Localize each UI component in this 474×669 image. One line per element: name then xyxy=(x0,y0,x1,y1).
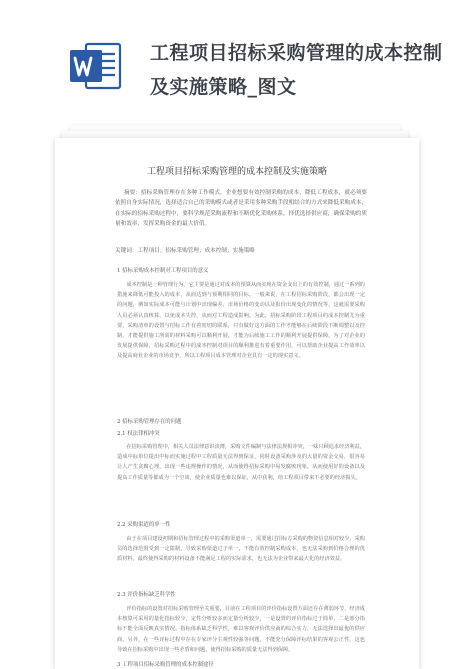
section-paragraph: 在招标采购管理中，相关人员法律意识淡薄，采购文件编制与法律法规相冲突，一味只顾追求经济利益，造成中标单位提出中标而实施过程中工程质量无法得到保证，同时设备采购涉及的大量的资金交易，很容易让人产生贪腐心理，出现一些违规操作的情况，从而使得招标采购中易发腐败现象，从而使用好的设备以及提高工作质量等都成为一个空谈，使企业质量也难以保证，从中获利，给工程项目带来不必要的经济损失。 xyxy=(117,444,365,481)
document-page xyxy=(55,138,419,669)
document-title: 工程项目招标采购管理的成本控制及实施策略 xyxy=(146,167,327,177)
section-heading: 2 招标采购管理存在的问题 xyxy=(117,419,182,425)
section-heading: 2.2 采购渠道的单一性 xyxy=(117,522,171,528)
abstract: 摘要：招标采购管理存在多种工作模式，企业想要有效控制采购的成本，降低工程成本，就必须要依照自身实际情况，选择适合自己的采购模式或者是采用多种采购手段相结合的方式来降低采购成本，在实际的招标采购过程中，要科学规范采购流程和不断优化采购体系，择优选择供应商，确保采购的质量和效率，发挥采购资金的最大价值。 xyxy=(115,190,367,228)
section-paragraph: 评价指标的设置对招标采购管理至关重要，目前在工程项目的评价指标设置方面还存在薄弱环节，经济成本核算可采用的量化指标较少，定性分析较多而定量分析较少，一是设置的评价指标过于简单，二是部分指标不能全面反映真实情况。指标体系缺乏科学性，难以客观评价供应商的综合实力，无法选择出最优的供应商，另外，在一些评标过程中存在专家评分主观性较强等问题，不能充分保障评标结果的客观公正性，这也导致在招标采购中出现一些矛盾和问题，使得招标采购的质量无法得到保障。 xyxy=(117,606,365,653)
page-title: 工程项目招标采购管理的成本控制及实施策略_图文 xyxy=(150,42,443,98)
section-heading: 2.3 评价指标缺乏科学性 xyxy=(117,592,176,598)
section-paragraph: 由于在项目建设初期和招标管理过程中的采购渠道单一，需要通过招标方采购的物资信息相对较少，采购员的选择范围受到一定限制，导致采购渠道过于单一，不能有效控制采购成本，也无法采购到价格合理的优质材料，最终使得采购的材料设备不能满足工程的实际需求，也无法为企业带来最大化的经济效益。 xyxy=(117,536,365,563)
header-banner xyxy=(0,0,474,140)
section-heading: 3 工程项目招标采购管理的成本控制途径 xyxy=(117,662,214,668)
word-document-icon xyxy=(68,38,124,94)
section-heading: 2.1 权法律相冲突 xyxy=(117,431,160,437)
keywords: 关键词：工程项目；招标采购管理；成本控制；实施策略 xyxy=(115,248,255,254)
section-paragraph: 成本控制是一种管理行为，它主要是通过对成本的预算从而实现在资金支出上的有效控制，通过一系列的措施来降低可能投入的成本，从而达到与预期相同的目标。一般来说，在工程招标采购阶段，都会出现一定的问题，例如实际成本可能与计划中出现偏差，市场价格的变动以及报价出现变化的情况等，这就需要采购人员必须认真核算，以免成本失控，从而对工程造成影响。为此，招标采购阶段工程项目的成本控制尤为重要，采购清单的设置与招标工作有着密切的联系，只有做好这方面的工作才能够在后续阶段不断调整以及控制，才能提供施工所需的材料采购可以顺利开展，才能为后续施工工作的顺利开展提供保障，为了对企业的发展提供保障，招标采购过程中的成本控制对项目的顺利推进有着重要作用，可以帮助企业提高工作效率以及提高商业企业的市场竞争，所以工程项目成本管理对企业具有一定的现实意义。 xyxy=(117,282,365,360)
section-heading: 1 招标采购成本控制对工程项目的意义 xyxy=(117,268,209,274)
